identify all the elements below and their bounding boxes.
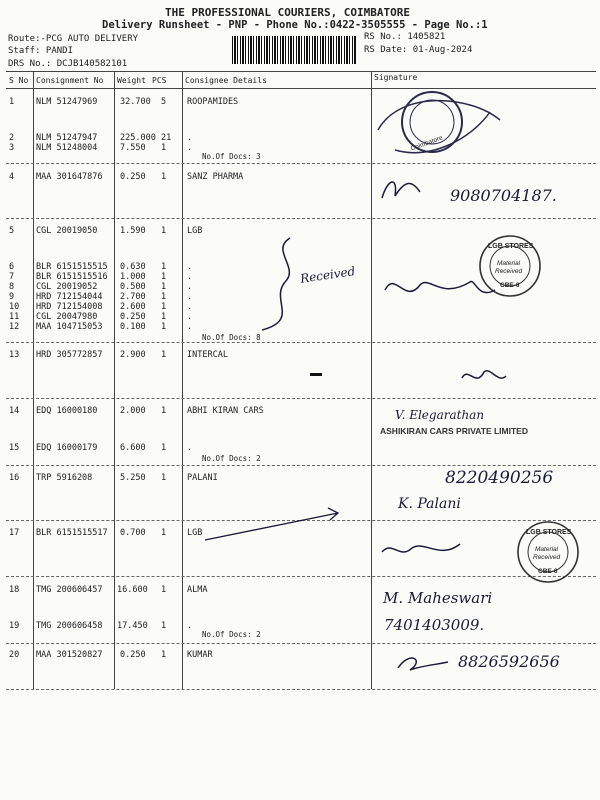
- col-sno: S No: [9, 76, 29, 85]
- rs-date: RS Date: 01-Aug-2024: [364, 45, 473, 55]
- weight: 0.100: [120, 322, 146, 332]
- lgb-stamp-1-material: Material: [497, 260, 521, 267]
- consignment-no: HRD 712154008: [36, 302, 103, 312]
- sno: 5: [9, 226, 15, 236]
- weight: 32.700: [120, 97, 151, 107]
- sno: 1: [9, 97, 15, 107]
- weight: 16.600: [117, 585, 148, 595]
- consignee: .: [187, 282, 193, 292]
- pcs: 1: [161, 302, 167, 312]
- docs-count-4: No.Of Docs: 2: [202, 630, 261, 639]
- sno: 10: [9, 302, 20, 312]
- col-consignee: Consignee Details: [185, 76, 267, 85]
- weight: 7.550: [120, 143, 146, 153]
- sno: 7: [9, 272, 15, 282]
- sno: 4: [9, 172, 15, 182]
- received-mark: [262, 238, 290, 330]
- sno: 13: [9, 350, 20, 360]
- consignee: ALMA: [187, 585, 208, 595]
- consignment-no: HRD 712154044: [36, 292, 103, 302]
- pcs: 1: [161, 473, 167, 483]
- pcs: 1: [161, 226, 167, 236]
- sno: 6: [9, 262, 15, 272]
- weight: 2.900: [120, 350, 146, 360]
- consignee: KUMAR: [187, 650, 213, 660]
- consignment-no: CGL 20019050: [36, 226, 98, 236]
- consignee: PALANI: [187, 473, 218, 483]
- consignment-no: MAA 104715053: [36, 322, 103, 332]
- lgb-stamp-2-material: Material: [535, 546, 559, 553]
- company-title: THE PROFESSIONAL COURIERS, COIMBATORE: [165, 6, 411, 19]
- weight: 0.630: [120, 262, 146, 272]
- consignment-no: CGL 20019052: [36, 282, 98, 292]
- weight: 1.000: [120, 272, 146, 282]
- pcs: 1: [161, 650, 167, 660]
- weight: 0.250: [120, 650, 146, 660]
- pcs: 1: [161, 585, 167, 595]
- consignee: .: [187, 133, 193, 143]
- sno: 17: [9, 528, 20, 538]
- pcs: 1: [161, 143, 167, 153]
- weight: 0.500: [120, 282, 146, 292]
- consignment-no: TRP 5916208: [36, 473, 93, 483]
- consignee: .: [187, 292, 193, 302]
- docs-count-1: No.Of Docs: 3: [202, 152, 261, 161]
- sno: 20: [9, 650, 20, 660]
- consignment-no: EDQ 16000180: [36, 406, 98, 416]
- weight: 225.000: [120, 133, 156, 143]
- consignment-no: TMG 200606458: [36, 621, 103, 631]
- consignment-no: NLM 51247969: [36, 97, 98, 107]
- drs-number: DRS No.: DCJB140582101: [8, 59, 128, 69]
- consignee: .: [187, 302, 193, 312]
- route-label: Route:-PCG AUTO DELIVERY: [8, 34, 139, 44]
- signature-row4: [382, 182, 420, 198]
- pcs: 5: [161, 97, 167, 107]
- weight: 0.250: [120, 312, 146, 322]
- weight: 17.450: [117, 621, 148, 631]
- col-consignment: Consignment No: [36, 76, 104, 85]
- consignee: LGB: [187, 226, 203, 236]
- consignment-no: BLR 6151515516: [36, 272, 108, 282]
- weight: 0.250: [120, 172, 146, 182]
- lgb-stamp-2-cbe: CBE-6: [538, 568, 558, 575]
- consignee: SANZ PHARMA: [187, 172, 244, 182]
- pcs: 1: [161, 282, 167, 292]
- sno: 11: [9, 312, 20, 322]
- consignment-no: MAA 301647876: [36, 172, 103, 182]
- consignee: ROOPAMIDES: [187, 97, 239, 107]
- pcs: 1: [161, 350, 167, 360]
- sno: 16: [9, 473, 20, 483]
- consignment-no: NLM 51248004: [36, 143, 98, 153]
- consignment-no: CGL 20047980: [36, 312, 98, 322]
- handwritten-name-row18: M. Maheswari: [383, 589, 493, 607]
- pcs: 1: [161, 406, 167, 416]
- staff-label: Staff: PANDI: [8, 46, 74, 56]
- docs-count-3: No.Of Docs: 2: [202, 454, 261, 463]
- pcs: 21: [161, 133, 172, 143]
- col-signature: Signature: [374, 73, 418, 82]
- pcs: 1: [161, 292, 167, 302]
- pcs: 1: [161, 312, 167, 322]
- pcs: 1: [161, 443, 167, 453]
- weight: 2.600: [120, 302, 146, 312]
- signature-row8: [385, 282, 495, 293]
- weight: 0.700: [120, 528, 146, 538]
- pcs: 1: [161, 262, 167, 272]
- sno: 15: [9, 443, 20, 453]
- round-stamp-text: Coimbatore: [409, 134, 444, 153]
- sno: 19: [9, 621, 20, 631]
- sno: 9: [9, 292, 15, 302]
- consignment-no: TMG 200606457: [36, 585, 103, 595]
- handwritten-name-row14: V. Elegarathan: [395, 408, 485, 422]
- consignment-no: HRD 305772857: [36, 350, 103, 360]
- signature-row20: [398, 658, 448, 670]
- consignee: .: [187, 443, 193, 453]
- consignment-no: BLR 6151515515: [36, 262, 108, 272]
- signature-row13: [462, 371, 506, 378]
- pcs: 1: [161, 172, 167, 182]
- sno: 3: [9, 143, 15, 153]
- pcs: 1: [161, 272, 167, 282]
- consignee: .: [187, 262, 193, 272]
- col-weight: Weight: [117, 76, 146, 85]
- sno: 8: [9, 282, 15, 292]
- sno: 12: [9, 322, 20, 332]
- rs-number: RS No.: 1405821: [364, 32, 446, 42]
- handwritten-phone-row4: 9080704187.: [450, 186, 557, 205]
- consignee: .: [187, 272, 193, 282]
- docs-count-2: No.Of Docs: 8: [202, 333, 261, 342]
- consignee: .: [187, 143, 193, 153]
- weight: 5.250: [120, 473, 146, 483]
- handwritten-received: Received: [299, 264, 357, 286]
- handwritten-name-row16: K. Palani: [398, 496, 461, 512]
- consignment-no: MAA 301520827: [36, 650, 103, 660]
- lgb-stamp-2-received: Received: [533, 554, 561, 561]
- weight: 1.590: [120, 226, 146, 236]
- handwritten-phone-row19: 7401403009.: [384, 616, 485, 634]
- consignment-no: NLM 51247947: [36, 133, 98, 143]
- consignee: INTERCAL: [187, 350, 228, 360]
- lgb-stamp-1-received: Received: [495, 268, 523, 275]
- lgb-stamp-2-title: LGB STORES: [526, 529, 572, 536]
- weight: 2.000: [120, 406, 146, 416]
- pcs: 1: [161, 621, 167, 631]
- consignment-no: EDQ 16000179: [36, 443, 98, 453]
- arrow-row17: [205, 508, 338, 540]
- pcs: 1: [161, 528, 167, 538]
- sno: 2: [9, 133, 15, 143]
- pcs: 1: [161, 322, 167, 332]
- handwritten-phone-row20: 8826592656: [458, 652, 560, 671]
- lgb-stamp-1-cbe: CBE-6: [500, 282, 520, 289]
- signature-row17: [382, 544, 460, 552]
- handwritten-phone-row16: 8220490256: [445, 468, 554, 488]
- consignment-no: BLR 6151515517: [36, 528, 108, 538]
- consignee: LGB: [187, 528, 203, 538]
- company-stamp-row14: ASHIKIRAN CARS PRIVATE LIMITED: [380, 426, 528, 436]
- consignee: .: [187, 312, 193, 322]
- consignee: ABHI KIRAN CARS: [187, 406, 264, 416]
- consignee: .: [187, 322, 193, 332]
- lgb-stamp-1-title: LGB STORES: [488, 243, 534, 250]
- weight: 6.600: [120, 443, 146, 453]
- weight: 2.700: [120, 292, 146, 302]
- runsheet-title: Delivery Runsheet - PNP - Phone No.:0422-3505555 - Page No.:1: [102, 19, 488, 31]
- sno: 18: [9, 585, 20, 595]
- round-company-stamp: [378, 92, 500, 153]
- col-pcs: PCS: [152, 76, 167, 85]
- sno: 14: [9, 406, 20, 416]
- consignee: .: [187, 621, 193, 631]
